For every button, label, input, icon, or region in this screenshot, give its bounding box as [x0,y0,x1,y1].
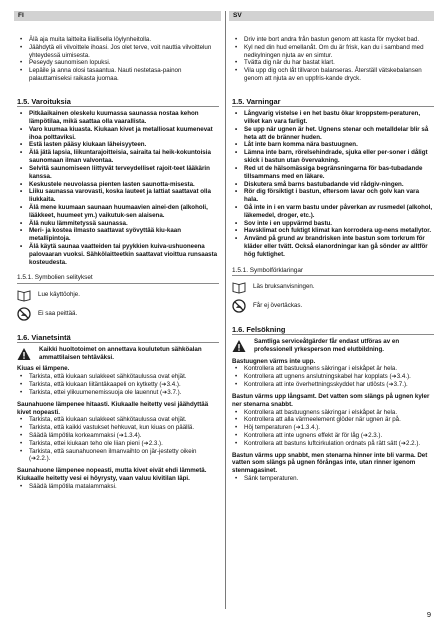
warning-triangle-icon [17,347,31,361]
section-heading-troubleshooting: 1.6. Felsökning [232,324,286,334]
symbol-read-manual [17,287,219,303]
language-bar-fi [14,11,221,21]
list-item: • Älä aja muita laitteita liiallisella löylynheitolla. [17,36,219,44]
book-icon [17,288,31,302]
symbol-read-manual [232,279,434,295]
page-number: 9 [426,610,431,619]
problem-title: Saunahuone lämpenee nopeasti, mutta kivet eivät ehdi lämmetä. Kiukaalle heitetty vesi ei höyrysty, vaan valuu kivitilan läpi. [17,467,207,483]
problem-checks [17,483,219,491]
problem-title: Bastun värms upp långsamt. Det vatten som slängs på ugnen kyler ner stenarna snabbt. [232,392,430,408]
warnings-list [232,110,434,258]
list-item: • Kyl ned din hud emellanåt. Om du är frisk, kan du i samband med nedkylningen njuta av en simtur. [232,44,434,60]
list-item: • Tarkista, että kaikki vastukset hehkuvat, kun kiuas on päällä. [17,424,219,432]
list-item: • Rör dig försiktigt i bastun, eftersom lavar och golv kan vara hala. [232,188,434,204]
list-item: • Sänk temperaturen. [232,475,434,483]
no-cover-icon [232,299,246,313]
list-item: • Se upp när ugnen är het. Ugnens stenar och metalldelar blir så heta att de bränner huden. [232,126,434,142]
list-item: • Tarkista, että saunahuoneen ilmanvaihto on jär-jestetty oikein (➔2.2.). [17,448,219,464]
list-item: • Peseydy saunomisen lopuksi. [17,59,219,67]
list-item: • Kontrollera att alla värmeelement glöder när ugnen är på. [232,416,434,424]
symbol-label: Lue käyttöohje. [38,290,80,298]
list-item: • Driv inte bort andra från bastun genom att kasta för mycket bad. [232,36,434,44]
section-heading-warnings: 1.5. Varoituksia [17,96,71,106]
warning-text: Samtliga serviceåtgärder får endast utföras av en professionell yrkesperson med elutbildning. [254,338,400,353]
heading-rule [17,106,219,107]
list-item: • Älä nuku lämmitetyssä saunassa. [17,220,219,228]
list-item: • Diskutera små barns bastubadande vid rådgiv-ningen. [232,181,434,189]
symbol-label: Ei saa peittää. [38,309,78,317]
list-item: • Kontrollera att inte ugnens effekt är för låg (➔2.3.). [232,432,434,440]
bathing-tips-list [232,36,434,83]
list-item: • Älä käytä saunaa vaatteiden tai pyykkien kuiva-ushuoneena palovaaran vuoksi. Sähkölaitteetkin saattavat vioittua runsaasta kosteudesta. [17,243,219,266]
column-divider [225,11,226,609]
list-item: • Jäähdytä eli vilvoittele ihoasi. Jos olet terve, voit nauttia vilvoittelun yhteydessä uimisesta. [17,44,219,60]
list-item: • Använd på grund av brandrisken inte bastun som torkrum för kläder eller tvätt. Också elanordningar kan gå sönder av alltför hög fuktighet. [232,235,434,258]
problem-title: Bastuugnen värms inte upp. [232,357,316,365]
warning-triangle-icon [232,339,246,353]
list-item: • Kontrollera att bastuns luftcirkulation ordnats på rätt sätt (➔2.2.). [232,440,434,448]
list-item: • Tarkista, ettei ylikuumenemissuoja ole lauennut (➔3.7.). [17,389,219,397]
list-item: • Varo kuumaa kiuasta. Kiukaan kivet ja metalliosat kuumenevat ihoa polttaviksi. [17,126,219,142]
heading-rule [232,334,434,335]
list-item: • Älä jätä lapsia, liikuntarajoitteisia, sairaita tai heik-kokuntoisia saunomaan ilman valvontaa. [17,149,219,165]
language-label-sv: SV [233,12,242,19]
list-item: • Tarkista, että kiukaan sulakkeet sähkötaulussa ovat ehjät. [17,373,219,381]
heading-rule [17,342,219,343]
list-item: • Sov inte i en uppvärmd bastu. [232,220,434,228]
list-item: • Red ut de hälsomässiga begränsningarna för bas-tubadande tillsammans med en läkare. [232,165,434,181]
heading-rule [232,275,434,276]
column-sv [232,36,434,483]
list-item: • Vila upp dig och låt tillvaron balanseras. Återställ vätskebalansen genom att njuta av en uppfris-kande dryck. [232,67,434,83]
list-item: • Låt inte barn komma nära bastuugnen. [232,141,434,149]
list-item: • Liiku saunassa varovasti, koska lauteet ja lattiat saattavat olla liukkaita. [17,188,219,204]
problem-checks [232,409,434,448]
list-item: • Långvarig vistelse i en het bastu ökar kroppstem-peraturen, vilket kan vara farligt. [232,110,434,126]
problem-title: Bastun värms upp snabbt, men stenarna hinner inte bli varma. Det vatten som slängs på ugnen förångas inte, utan rinner igenom stenmagasinet. [232,451,428,475]
section-heading-symbols: 1.5.1. Symbolförklaringar [232,266,304,274]
list-item: • Estä lasten pääsy kiukaan läheisyyteen. [17,141,219,149]
list-item: • Keskustele neuvolassa pienten lasten saunotta-misesta. [17,181,219,189]
section-heading-troubleshooting: 1.6. Vianetsintä [17,332,71,342]
list-item: • Säädä lämpötila korkeammaksi (➔1.3.4). [17,432,219,440]
section-heading-symbols: 1.5.1. Symbolien selitykset [17,274,93,282]
list-item: • Lämna inte barn, rörelsehindrade, sjuka eller per-soner i dåligt skick i bastun utan övervakning. [232,149,434,165]
problem-checks [232,365,434,388]
symbol-do-not-cover [17,306,219,322]
language-label-fi: FI [18,12,24,19]
warning-text: Kaikki huoltotoimet on annettava koulutetun sähköalan ammattilaisen tehtäväksi. [39,345,202,361]
list-item: • Meri- ja kostea ilmasto saattavat syövyttää kiu-kaan metallipintoja. [17,227,219,243]
list-item: • Tarkista, että kiukaan liitäntäkaapeli on kytketty (➔3.4.). [17,381,219,389]
list-item: • Kontrollera att ugnens anslutningskabel har kopplats (➔3.4.). [232,373,434,381]
problem-checks [17,373,219,396]
symbol-label: Läs bruksanvisningen. [253,282,315,290]
list-item: • Tarkista, ettei kiukaan teho ole liian pieni (➔2.3.). [17,440,219,448]
list-item: • Selvitä saunomiseen liittyvät terveydelliset rajoit-teet lääkärin kanssa. [17,165,219,181]
list-item: • Kontrollera att bastuugnens säkringar i elskåpet är hela. [232,409,434,417]
warnings-list [17,110,219,266]
bathing-tips-list [17,36,219,83]
list-item: • Säädä lämpötila matalammaksi. [17,483,219,491]
problem-checks [232,475,434,483]
list-item: • Tarkista, että kiukaan sulakkeet sähkötaulussa ovat ehjät. [17,416,219,424]
list-item: • Höj temperaturen (➔1.3.4.). [232,424,434,432]
column-fi [17,36,219,491]
problem-checks [17,416,219,463]
heading-rule [17,283,219,284]
symbol-do-not-cover [232,298,434,314]
list-item: • Tvätta dig när du har bastat klart. [232,59,434,67]
list-item: • Älä mene kuumaan saunaan huumaavien ainei-den (alkoholi, lääkkeet, huumeet ym.) vaikutuk-sen alaisena. [17,204,219,220]
list-item: • Kontrollera att inte överhettningsskyddet har utlösts (➔3.7.). [232,381,434,389]
symbol-label: Får ej övertäckas. [253,301,303,309]
heading-rule [232,106,434,107]
service-warning [232,338,434,354]
no-cover-icon [17,307,31,321]
list-item: • Gå inte in i en varm bastu under påverkan av rusmedel (alkohol, läkemedel, droger, etc.). [232,204,434,220]
list-item: • Havsklimat och fuktigt klimat kan korrodera ug-nens metallytor. [232,227,434,235]
language-bar-sv [229,11,434,21]
problem-title: Kiuas ei lämpene. [17,365,70,373]
list-item: • Pitkäaikainen oleskelu kuumassa saunassa nostaa kehon lämpötilaa, mikä saattaa olla vaarallista. [17,110,219,126]
service-warning [17,346,219,362]
list-item: • Lepäile ja anna olosi tasaantua. Nauti nestetasa-painon palauttamiseksi raikasta juomaa. [17,67,219,83]
problem-title: Saunahuone lämpenee hitaasti. Kiukaalle heitetty vesi jäähdyttää kivet nopeasti. [17,400,209,416]
list-item: • Kontrollera att bastuugnens säkringar i elskåpet är hela. [232,365,434,373]
book-icon [232,280,246,294]
section-heading-warnings: 1.5. Varningar [232,96,281,106]
